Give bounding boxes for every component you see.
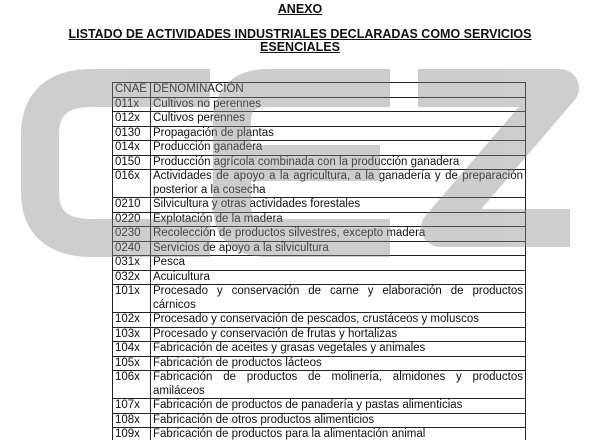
denominacion-cell: Servicios de apoyo a la silvicultura (151, 241, 526, 256)
cnae-code-cell: 107x (113, 399, 151, 414)
cnae-code-cell: 109x (113, 428, 151, 440)
table-row (113, 126, 526, 141)
denominacion-cell: Explotación de la madera (151, 212, 526, 227)
table-row (113, 313, 526, 328)
denominacion-cell: Procesado y conservación de frutas y hortalizas (151, 327, 526, 342)
denominacion-cell: Producción ganadera (151, 141, 526, 156)
denominacion-cell: Fabricación de otros productos alimenticios (151, 413, 526, 428)
denominacion-cell: Fabricación de aceites y grasas vegetales y animales (151, 342, 526, 357)
table-row (113, 112, 526, 127)
list-title-line-1: LISTADO DE ACTIVIDADES INDUSTRIALES DECLARADAS COMO SERVICIOS (68, 27, 532, 41)
table-row (113, 399, 526, 414)
table-header-row (113, 83, 526, 98)
cnae-code-cell: 0240 (113, 241, 151, 256)
denominacion-cell: Silvicultura y otras actividades forestales (151, 198, 526, 213)
annex-title: ANEXO (277, 2, 323, 16)
table-row (113, 342, 526, 357)
cnae-code-cell: 012x (113, 112, 151, 127)
denominacion-cell: Actividades de apoyo a la agricultura, a la ganadería y de preparación posterior a la cosecha (151, 170, 526, 198)
table-row (113, 256, 526, 271)
cnae-code-cell: 0230 (113, 227, 151, 242)
cnae-code-cell: 011x (113, 97, 151, 112)
table-row (113, 428, 526, 440)
table-row (113, 327, 526, 342)
denominacion-cell: Fabricación de productos para la alimentación animal (151, 428, 526, 440)
table-row (113, 371, 526, 399)
denominacion-cell: Acuicultura (151, 270, 526, 285)
cnae-code-cell: 104x (113, 342, 151, 357)
denominacion-cell: Procesado y conservación de carne y elaboración de productos cárnicos (151, 285, 526, 313)
cnae-code-cell: 102x (113, 313, 151, 328)
table-row (113, 356, 526, 371)
table-row (113, 241, 526, 256)
table-row (113, 270, 526, 285)
cnae-code-cell: 101x (113, 285, 151, 313)
table-body (113, 97, 526, 440)
cnae-code-cell: 0130 (113, 126, 151, 141)
denominacion-cell: Pesca (151, 256, 526, 271)
activities-table (112, 82, 526, 440)
denominacion-cell: Procesado y conservación de pescados, crustáceos y moluscos (151, 313, 526, 328)
cnae-code-cell: 014x (113, 141, 151, 156)
cnae-code-cell: 106x (113, 371, 151, 399)
table-row (113, 198, 526, 213)
table-row (113, 212, 526, 227)
denominacion-cell: Fabricación de productos de panadería y pastas alimenticias (151, 399, 526, 414)
cnae-code-cell: 0210 (113, 198, 151, 213)
table-row (113, 155, 526, 170)
denominacion-cell: Cultivos perennes (151, 112, 526, 127)
cnae-code-cell: 108x (113, 413, 151, 428)
cnae-code-cell: 031x (113, 256, 151, 271)
list-title-line-2: ESENCIALES (260, 40, 340, 54)
cnae-code-cell: 0220 (113, 212, 151, 227)
table-row (113, 141, 526, 156)
table-row (113, 413, 526, 428)
table-row (113, 285, 526, 313)
cnae-code-cell: 016x (113, 170, 151, 198)
denominacion-cell: Cultivos no perennes (151, 97, 526, 112)
table-row (113, 97, 526, 112)
header-cnae: CNAE (113, 83, 151, 98)
denominacion-cell: Fabricación de productos lácteos (151, 356, 526, 371)
cnae-code-cell: 0150 (113, 155, 151, 170)
cnae-code-cell: 103x (113, 327, 151, 342)
denominacion-cell: Fabricación de productos de molinería, almidones y productos amiláceos (151, 371, 526, 399)
header-denominacion: DENOMINACIÓN (151, 83, 526, 98)
table-row (113, 170, 526, 198)
list-title (0, 28, 600, 54)
table-row (113, 227, 526, 242)
denominacion-cell: Recolección de productos silvestres, excepto madera (151, 227, 526, 242)
cnae-code-cell: 032x (113, 270, 151, 285)
denominacion-cell: Propagación de plantas (151, 126, 526, 141)
cnae-code-cell: 105x (113, 356, 151, 371)
denominacion-cell: Producción agrícola combinada con la producción ganadera (151, 155, 526, 170)
